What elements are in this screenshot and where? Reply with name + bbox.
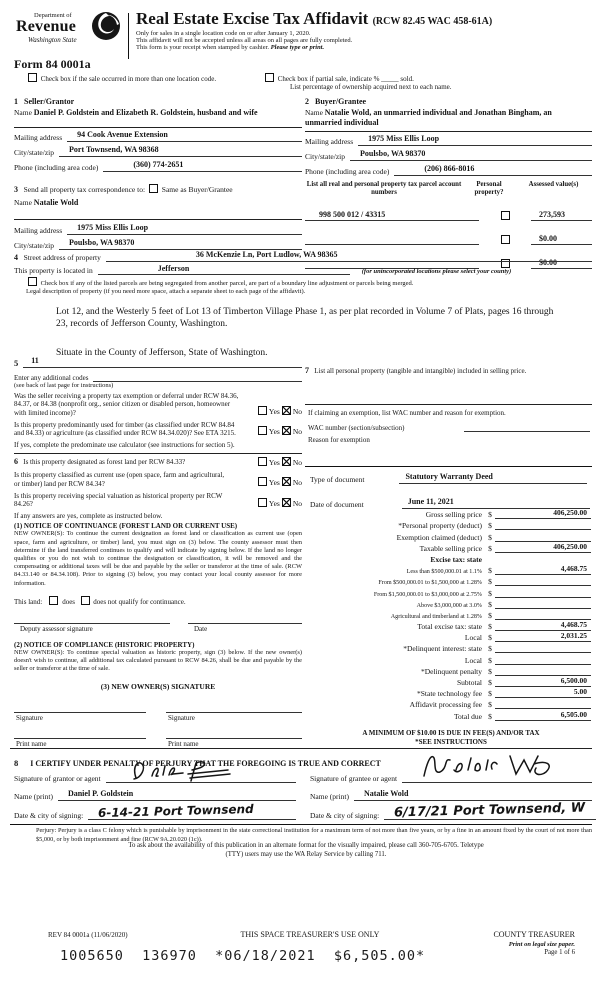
grantee-date-city-row (310, 800, 596, 821)
doc-type-label: Type of document (310, 475, 365, 484)
taxable-price-row: Taxable selling price $ 406,250.00 (310, 542, 591, 553)
grantee-signature (418, 748, 590, 782)
rate-row-2: From $500,000.01 to $1,500,000 at 1.28% $ (310, 575, 591, 586)
location-code-value: 11 (23, 357, 302, 368)
grantor-signature-label: Signature of grantor or agent (14, 774, 101, 783)
new-owner-print-row (14, 738, 302, 748)
logo-revenue-text: Revenue (16, 18, 77, 35)
q2-yes-checkbox (258, 426, 267, 435)
delinquent-local-row: Local $ (310, 653, 591, 664)
rate3-value (495, 587, 591, 598)
technology-fee-row: *State technology fee $ 5.00 (310, 687, 591, 698)
grantor-signature (128, 756, 268, 784)
multi-location-label: Check box if the sale occurred in more than one location code. (40, 75, 217, 83)
current-use-question-row: Is this property classified as current use (open space, farm and agricultural, or timber) land per RCW 84.34? Yes No (14, 471, 302, 488)
grantor-name-value: Daniel P. Goldstein (58, 790, 296, 801)
correspondence-label: Send all property tax correspondence to: (23, 185, 146, 194)
section-8-number: 8 (14, 758, 19, 768)
assessed-value: 273,593 (531, 210, 592, 221)
assessed-values-header: Assessed value(s) (528, 181, 579, 188)
treasurer-stamp: 1005650 136970 *06/18/2021 $6,505.00* (60, 948, 426, 964)
total-due-value: 6,505.00 (495, 710, 591, 721)
new-owner-print-label-2: Print name (166, 738, 302, 748)
wac-number-value (464, 421, 590, 432)
this-land-label: This land: (14, 597, 43, 606)
buyer-mailing-label: Mailing address (305, 137, 354, 146)
section-1-number: 1 (14, 97, 18, 106)
forest-land-question-row: 6 Is this property designated as forest land per RCW 84.33? Yes No (14, 456, 302, 467)
logo-dept-text: Department of (34, 12, 72, 19)
street-address-label: Street address of property (23, 253, 101, 262)
multi-location-checkbox-line (26, 73, 216, 83)
certify-statement: I CERTIFY UNDER PENALTY OF PERJURY THAT THE FOREGOING IS TRUE AND CORRECT (30, 759, 381, 768)
parcel-numbers-header: List all real and personal property tax parcel account numbers (306, 181, 462, 196)
processing-fee-value (495, 698, 591, 709)
correspondence-mailing-value: 1975 Miss Ellis Loop (67, 224, 302, 235)
legal-size-note: Print on legal size paper. (508, 941, 575, 948)
total-due-row: Total due $ 6,505.00 (310, 709, 591, 720)
seller-heading: Seller/Grantor (24, 97, 75, 106)
buyer-city-row (305, 150, 592, 161)
correspondence-name-value: Natalie Wold (33, 198, 79, 207)
q3-no-checkbox-checked (282, 457, 291, 466)
buyer-city-label: City/state/zip (305, 152, 345, 161)
multi-location-checkbox (28, 73, 37, 82)
doc-date-label: Date of document (310, 500, 364, 509)
county-treasurer-label: COUNTY TREASURER (493, 930, 575, 939)
header-note-2: This affidavit will not be accepted unless all areas on all pages are fully completed. (136, 36, 353, 44)
subtotal-row: Subtotal $ 6,500.00 (310, 676, 591, 687)
additional-codes-value (93, 371, 302, 382)
personal-property-section (305, 366, 592, 376)
parcel-number-value: 998 500 012 / 43315 (305, 210, 479, 221)
grantee-date-city-label: Date & city of signing: (310, 811, 380, 820)
taxable-price-value: 406,250.00 (495, 542, 591, 553)
tty-note: (TTY) users may use the WA Relay Service by calling 711. (225, 851, 387, 858)
does-not-label: does not qualify for continuance. (93, 597, 186, 606)
notice-compliance-body: NEW OWNER(S): To continue special valuation as historic property, sign (3) below. If the new owner(s) doesn't wish to continue, all additional tax calculated pursuant to RCW 84.26, shall be due and payable by the seller or transferor at the time of sale. (14, 648, 302, 673)
codes-instructions-note: (see back of last page for instructions) (14, 382, 114, 389)
rate-row-5: Agricultural and timberland at 1.28% $ (310, 609, 591, 620)
delinquent-local-value (495, 654, 591, 665)
treasurer-use-label: THIS SPACE TREASURER'S USE ONLY (240, 930, 380, 939)
assessed-value: $0.00 (531, 258, 592, 269)
correspondence-city-value: Poulsbo, WA 98370 (59, 239, 302, 250)
seller-city-value: Port Townsend, WA 98368 (59, 146, 302, 157)
revenue-swirl-icon (90, 10, 122, 42)
new-owner-signature-title: (3) NEW OWNER(S) SIGNATURE (100, 682, 216, 692)
doc-date-value: June 11, 2021 (402, 498, 590, 509)
street-address-value: 36 McKenzie Ln, Port Ludlow, WA 98365 (106, 251, 592, 262)
seller-city-row (14, 146, 302, 157)
this-land-row (14, 596, 302, 606)
page-title-code: (RCW 82.45 WAC 458-61A) (372, 16, 493, 27)
situate-text: Situate in the County of Jefferson, State of Washington. (56, 347, 268, 358)
correspondence-name-label: Name (14, 198, 32, 207)
segregated-checkbox-line (14, 277, 592, 287)
parcel-number-value (305, 234, 479, 245)
grantor-date-city-row (14, 801, 296, 820)
ownership-percentage-note: List percentage of ownership acquired next to each name. (290, 83, 452, 91)
if-yes-note: If any answers are yes, complete as instructed below. (14, 512, 163, 521)
q3-yes-checkbox (258, 457, 267, 466)
alternate-format-note: To ask about the availability of this publication in an alternate format for the visually impaired, please call 360-705-6705. Teletype (128, 842, 484, 849)
seller-phone-value: (360) 774-2651 (103, 161, 302, 172)
located-in-label: This property is located in (14, 266, 93, 275)
new-owner-signature-label-1: Signature (14, 712, 146, 722)
minimum-due-note: A MINIMUM OF $10.00 IS DUE IN FEE(S) AND/OR TAX (362, 729, 540, 737)
excise-tax-table (310, 508, 591, 721)
located-in-row (14, 264, 592, 275)
personal-property-checkbox (501, 235, 510, 244)
grantee-name-value: Natalie Wold (354, 790, 592, 801)
q1-no-checkbox-checked (282, 406, 291, 415)
new-owner-signature-label-2: Signature (166, 712, 302, 722)
seller-mailing-label: Mailing address (14, 132, 63, 142)
property-address-section (14, 251, 592, 358)
page-title: Real Estate Excise Tax Affidavit (136, 9, 369, 28)
header-note-1: Only for sales in a single location code on or after January 1, 2020. (136, 29, 311, 37)
delinquent-penalty-value (495, 665, 591, 676)
rate-row-1: Less than $500,000.01 at 1.1% $ 4,468.75 (310, 564, 591, 575)
parcel-row (305, 234, 592, 245)
grantee-name-row (310, 790, 592, 801)
form-revision: REV 84 0001a (11/06/2020) (48, 931, 128, 939)
header-divider (128, 13, 129, 59)
doc-type-value: Statutory Warranty Deed (399, 473, 587, 484)
local-tax-row: Local $ 2,031.25 (310, 631, 591, 642)
header-note-3: This form is your receipt when stamped by cashier. (136, 43, 271, 51)
unincorporated-note: (for unincorporated locations please select your county) (361, 268, 512, 275)
seller-mailing-row (14, 131, 302, 142)
q4-no-checkbox-checked (282, 477, 291, 486)
forest-land-question: Is this property designated as forest land per RCW 84.33? (23, 457, 186, 466)
personal-property-header: Personal property? (474, 181, 504, 196)
buyer-heading: Buyer/Grantee (315, 97, 367, 106)
rate4-value (495, 598, 591, 609)
partial-sale-label: Check box if partial sale, indicate % _____ sold. (277, 75, 414, 83)
section-5-number: 5 (14, 358, 19, 368)
segregated-label: Check box if any of the listed parcels are being segregated from another parcel, are part of a boundary line adjustment or parcels being merged. (40, 280, 414, 287)
buyer-phone-value: (206) 866-8016 (394, 165, 592, 176)
notice-continuance-body: NEW OWNER(S): To continue the current designation as forest land or classification as current use (open space, farm and agriculture, or timber) land, you must sign on (3) below. The county assessor must then determine if the land transferred continues to qualify and will indicate by signing below. If the land no longer qualifies or you do not wish to continue the designation or classification, it will be removed and the compensating or additional taxes will be due and payable by the seller or transferor at the time of sale. (RCW 84.33.140 or 84.34.108). Prior to signing (3) below, you may contact your local county assessor for more information. (14, 530, 302, 587)
document-block (310, 473, 590, 509)
correspondence-mailing-row (14, 224, 302, 235)
wac-number-row (308, 421, 590, 432)
deputy-date-label: Date (188, 623, 302, 633)
notice-compliance-title: (2) NOTICE OF COMPLIANCE (HISTORIC PROPERTY) (14, 640, 195, 649)
total-state-row: Total excise tax: state $ 4,468.75 (310, 620, 591, 631)
exemption-question-row: Was the seller receiving a property tax exemption or deferral under RCW 84.36, 84.37, or 84.38 (nonprofit org., senior citizen or disabled person, homeowner with limited income)? Yes No (14, 392, 302, 417)
section-2-number: 2 (305, 97, 309, 106)
location-code-row (14, 357, 302, 368)
personal-deduct-value (495, 519, 591, 530)
grantee-date-city-value: 6/17/21 Port Townsend, W (393, 800, 586, 821)
grantee-signature-label: Signature of grantee or agent (310, 774, 398, 783)
header-title-block (136, 10, 592, 51)
new-owner-signature-row (14, 712, 302, 722)
does-qualify-checkbox (49, 596, 58, 605)
buyer-phone-label: Phone (including area code) (305, 167, 390, 176)
excise-header-row: Excise tax: state (430, 554, 482, 564)
rate5-value (495, 609, 591, 620)
historic-question-row: Is this property receiving special valuation as historical property per RCW 84.26? Yes No (14, 491, 302, 509)
perjury-statement: Perjury: Perjury is a class C felony which is punishable by imprisonment in the state correctional institution for a maximum term of not more than five years, or by a fine in an amount fixed by the court of not more than $5,000, or by both imprisonment and fine (RCW 9A.20.020 (1c)). (36, 827, 592, 843)
parcel-row (305, 210, 592, 221)
timber-question: Is this property predominantly used for timber (as classified under RCW 84.84 and 84.33) or agriculture (as classified under RCW 84.34.020)? See ETA 3215. (14, 420, 236, 437)
section-6-number: 6 (14, 456, 18, 466)
rate2-value (495, 575, 591, 586)
technology-fee-value: 5.00 (495, 687, 591, 698)
correspondence-mailing-label: Mailing address (14, 226, 63, 235)
exemption-question: Was the seller receiving a property tax exemption or deferral under RCW 84.36, 84.37, or 84.38 (nonprofit org., senior citizen or disabled person, homeowner with limited income)? (14, 392, 239, 417)
gross-price-value: 406,250.00 (495, 508, 591, 519)
buyer-name-value: Natalie Wold, an unmarried individual and Jonathan Bingham, an unmarried individual (305, 108, 552, 127)
buyer-name-label: Name (305, 108, 323, 117)
notice-continuance-title: (1) NOTICE OF CONTINUANCE (FOREST LAND OR CURRENT USE) (14, 522, 238, 531)
additional-codes-label: Enter any additional codes (14, 374, 89, 382)
q4-yes-checkbox (258, 477, 267, 486)
segregated-checkbox (28, 277, 37, 286)
form-number: Form 84 0001a (14, 57, 91, 71)
exemption-deduct-value (495, 531, 591, 542)
correspondence-city-row (14, 239, 302, 250)
same-as-buyer-checkbox (149, 184, 158, 193)
partial-sale-checkbox-line (263, 73, 452, 91)
correspondence-city-label: City/state/zip (14, 241, 54, 250)
questions-column (14, 371, 302, 748)
grantee-name-label: Name (print) (310, 792, 349, 801)
exemption-deduct-row: Exemption claimed (deduct) $ (310, 530, 591, 541)
section-7-number: 7 (305, 366, 309, 375)
total-state-value: 4,468.75 (495, 620, 591, 631)
seller-name-value: Daniel P. Goldstein and Elizabeth R. Goldstein, husband and wife (33, 108, 258, 117)
section-3-number: 3 (14, 185, 18, 194)
delinquent-penalty-row: *Delinquent penalty $ (310, 665, 591, 676)
wac-number-label: WAC number (section/subsection) (308, 424, 405, 432)
delinquent-interest-value (495, 642, 591, 653)
buyer-mailing-value: 1975 Miss Ellis Loop (358, 135, 592, 146)
predominate-use-note: If yes, complete the predominate use calculator (see instructions for section 5). (14, 441, 235, 450)
grantor-name-label: Name (print) (14, 792, 53, 801)
gross-price-row: Gross selling price $ 406,250.00 (310, 508, 591, 519)
see-instructions-note: *SEE INSTRUCTIONS (415, 738, 487, 746)
historic-question: Is this property receiving special valuation as historical property per RCW 84.26? (14, 491, 223, 509)
assessed-value: $0.00 (531, 234, 592, 245)
personal-property-label: List all personal property (tangible and intangible) included in selling price. (314, 367, 527, 375)
deputy-signature-label: Deputy assessor signature (14, 623, 170, 633)
seller-city-label: City/state/zip (14, 147, 54, 157)
page-number: Page 1 of 6 (544, 949, 575, 956)
buyer-phone-row (305, 165, 592, 176)
buyer-mailing-row (305, 135, 592, 146)
seller-phone-row (14, 161, 302, 172)
q1-yes-checkbox (258, 406, 267, 415)
exemption-note: If claiming an exemption, list WAC number and reason for exemption. (308, 409, 506, 417)
tax-correspondence-section (14, 184, 302, 250)
legal-description-label: Legal description of property (if you need more space, attach a separate sheet to each page of the affidavit). (26, 288, 306, 295)
seller-phone-label: Phone (including area code) (14, 162, 99, 172)
buyer-city-value: Poulsbo, WA 98370 (350, 150, 592, 161)
q5-yes-checkbox (258, 498, 267, 507)
exemption-block (308, 409, 590, 444)
header-note-3-em: Please type or print. (270, 43, 325, 51)
same-as-buyer-label: Same as Buyer/Grantee (161, 185, 233, 194)
rate-row-3: From $1,500,000.01 to $3,000,000 at 2.75% $ (310, 586, 591, 597)
current-use-question: Is this property classified as current use (open space, farm and agricultural, or timber) land per RCW 84.34? (14, 471, 225, 488)
grantor-date-city-value: 6-14-21 Port Townsend (97, 801, 254, 820)
street-address-row (14, 251, 592, 262)
personal-deduct-row: *Personal property (deduct) $ (310, 519, 591, 530)
subtotal-value: 6,500.00 (495, 676, 591, 687)
county-value: Jefferson (98, 264, 350, 275)
section-4-number: 4 (14, 253, 18, 262)
grantor-date-city-label: Date & city of signing: (14, 811, 84, 820)
seller-grantor-section (14, 97, 302, 172)
additional-codes-row (14, 371, 302, 382)
processing-fee-row: Affidavit processing fee $ (310, 698, 591, 709)
does-label: does (62, 597, 76, 606)
partial-sale-checkbox (265, 73, 274, 82)
legal-description-text: Lot 12, and the Westerly 5 feet of Lot 13 of Timberton Village Phase 1, as per plat recorded in Volume 7 of Plats, pages 16 through 23, records of Jefferson County, Washington. (56, 307, 554, 330)
exemption-reason-label: Reason for exemption (308, 436, 370, 444)
local-tax-value: 2,031.25 (495, 631, 591, 642)
personal-property-checkbox (501, 211, 510, 220)
buyer-grantee-section (305, 97, 592, 269)
delinquent-interest-row: *Delinquent interest: state $ (310, 642, 591, 653)
logo-state-text: Washington State (28, 36, 77, 44)
new-owner-print-label-1: Print name (14, 738, 146, 748)
seller-mailing-value: 94 Cook Avenue Extension (67, 131, 302, 142)
q5-no-checkbox-checked (282, 498, 291, 507)
timber-question-row: Is this property predominantly used for timber (as classified under RCW 84.84 and 84.33) or agriculture (as classified under RCW 84.34.020)? See ETA 3215. Yes No (14, 420, 302, 437)
seller-name-label: Name (14, 108, 32, 117)
grantor-name-row (14, 790, 296, 801)
does-not-qualify-checkbox (81, 596, 90, 605)
rate-row-4: Above $3,000,000 at 3.0% $ (310, 598, 591, 609)
doc-type-row (310, 473, 590, 484)
deputy-signature-row (14, 623, 302, 633)
q2-no-checkbox-checked (282, 426, 291, 435)
rate1-value: 4,468.75 (495, 564, 591, 575)
parcel-table-header (305, 181, 592, 197)
